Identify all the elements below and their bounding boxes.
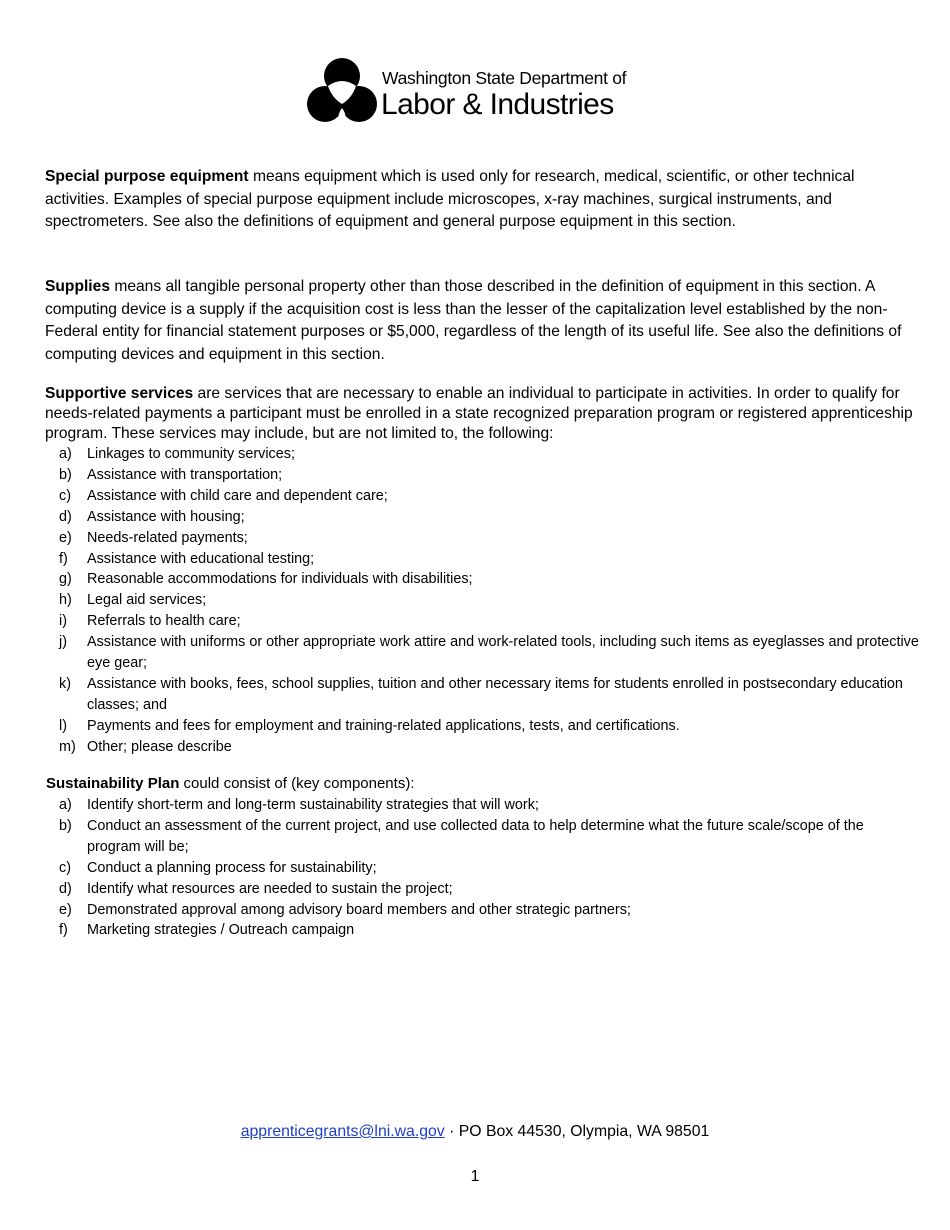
definition-term: Sustainability Plan [46, 775, 180, 792]
list-item [45, 590, 920, 611]
supportive-services-list [45, 444, 920, 758]
list-marker: j) [59, 634, 67, 651]
list-item-text: Reasonable accommodations for individuals with disabilities; [87, 571, 473, 588]
definition-text: could consist of (key components): [179, 775, 415, 792]
list-item-text: Assistance with child care and dependent care; [87, 487, 388, 504]
agency-logo [306, 56, 626, 128]
definition-special-purpose-equipment [45, 166, 915, 234]
list-item-text: Legal aid services; [87, 592, 207, 609]
definition-supplies [45, 276, 915, 367]
list-item [45, 507, 920, 528]
list-item [45, 528, 920, 549]
definition-term: Supplies [45, 278, 110, 295]
list-marker: e) [59, 901, 72, 918]
definition-supportive-services [45, 384, 915, 444]
list-item [45, 444, 920, 465]
list-marker: f) [59, 922, 68, 939]
list-item [45, 486, 920, 507]
list-item [45, 674, 920, 716]
list-item [45, 920, 920, 941]
list-item-text: Identify what resources are needed to sustain the project; [87, 880, 453, 897]
list-marker: l) [59, 717, 67, 734]
list-marker: d) [59, 508, 72, 525]
list-marker: e) [59, 529, 72, 546]
list-item [45, 611, 920, 632]
list-item-text: Assistance with books, fees, school supplies, tuition and other necessary items for students enrolled in postsecondary education classes; and [87, 675, 903, 713]
list-item [45, 900, 920, 921]
list-item-text: Assistance with housing; [87, 508, 245, 525]
list-item-text: Demonstrated approval among advisory board members and other strategic partners; [87, 901, 631, 918]
list-item [45, 632, 920, 674]
list-marker: a) [59, 797, 72, 813]
list-marker: b) [59, 817, 72, 834]
contact-email-link[interactable]: apprenticegrants@lni.wa.gov [240, 1123, 445, 1140]
list-marker: m) [59, 738, 76, 755]
sustainability-list [45, 795, 920, 941]
list-item-text: Assistance with uniforms or other appropriate work attire and work-related tools, including such items as eyeglasses and protective eye gear; [87, 634, 919, 672]
list-item [45, 879, 920, 900]
list-marker: f) [59, 550, 68, 567]
list-item-text: Marketing strategies / Outreach campaign [87, 922, 355, 939]
definition-term: Special purpose equipment [45, 168, 249, 185]
list-item [45, 465, 920, 486]
list-marker: c) [59, 487, 71, 504]
list-marker: c) [59, 859, 71, 876]
page-number: 1 [470, 1168, 480, 1185]
list-item [45, 569, 920, 590]
list-item-text: Assistance with transportation; [87, 466, 283, 483]
list-item-text: Identify short-term and long-term sustainability strategies that will work; [87, 797, 539, 813]
list-marker: g) [59, 571, 72, 588]
list-item-text: Conduct a planning process for sustainability; [87, 859, 377, 876]
list-item [45, 858, 920, 879]
list-marker: k) [59, 675, 71, 692]
list-item [45, 737, 920, 758]
agency-name-line1: Washington State Department of [382, 68, 627, 88]
list-item [45, 795, 920, 816]
definition-sustainability-plan [46, 774, 414, 794]
list-marker: i) [59, 613, 67, 630]
definition-term: Supportive services [45, 385, 194, 402]
definition-text: means equipment which is used only for research, medical, scientific, or other technical activities. Examples of special purpose equipment include microscopes, x-ray machines, surgical instruments, and spectrometers. See also the definitions of equipment and general purpose equipment in this section. [45, 168, 855, 231]
definition-text: are services that are necessary to enable an individual to participate in activities. In order to qualify for needs-related payments a participant must be enrolled in a state recognized preparation program or registered apprenticeship program. These services may include, but are not limited to, the following: [45, 385, 913, 442]
list-item-text: Other; please describe [87, 738, 232, 755]
list-item-text: Linkages to community services; [87, 446, 295, 462]
list-item-text: Assistance with educational testing; [87, 550, 315, 567]
list-item-text: Payments and fees for employment and training-related applications, tests, and certifications. [87, 717, 680, 734]
footer-contact [0, 1122, 950, 1142]
list-marker: h) [59, 592, 72, 609]
list-item-text: Conduct an assessment of the current project, and use collected data to help determine what the future scale/scope of the program will be; [87, 817, 864, 855]
list-item [45, 716, 920, 737]
agency-name-line2: Labor & Industries [381, 88, 614, 121]
list-marker: a) [59, 446, 72, 462]
list-marker: b) [59, 466, 72, 483]
list-item-text: Needs-related payments; [87, 529, 248, 546]
list-item-text: Referrals to health care; [87, 613, 241, 630]
mailing-address: · PO Box 44530, Olympia, WA 98501 [444, 1123, 710, 1140]
definition-text: means all tangible personal property other than those described in the definition of equipment in this section. A computing device is a supply if the acquisition cost is less than the lesser of the capitalization level established by the non-Federal entity for financial statement purposes or $5,000, regardless of the length of its useful life. See also the definitions of computing devices and equipment in this section. [45, 278, 902, 364]
list-marker: d) [59, 880, 72, 897]
list-item [45, 816, 920, 858]
lni-emblem-icon [306, 56, 378, 128]
list-item [45, 549, 920, 570]
